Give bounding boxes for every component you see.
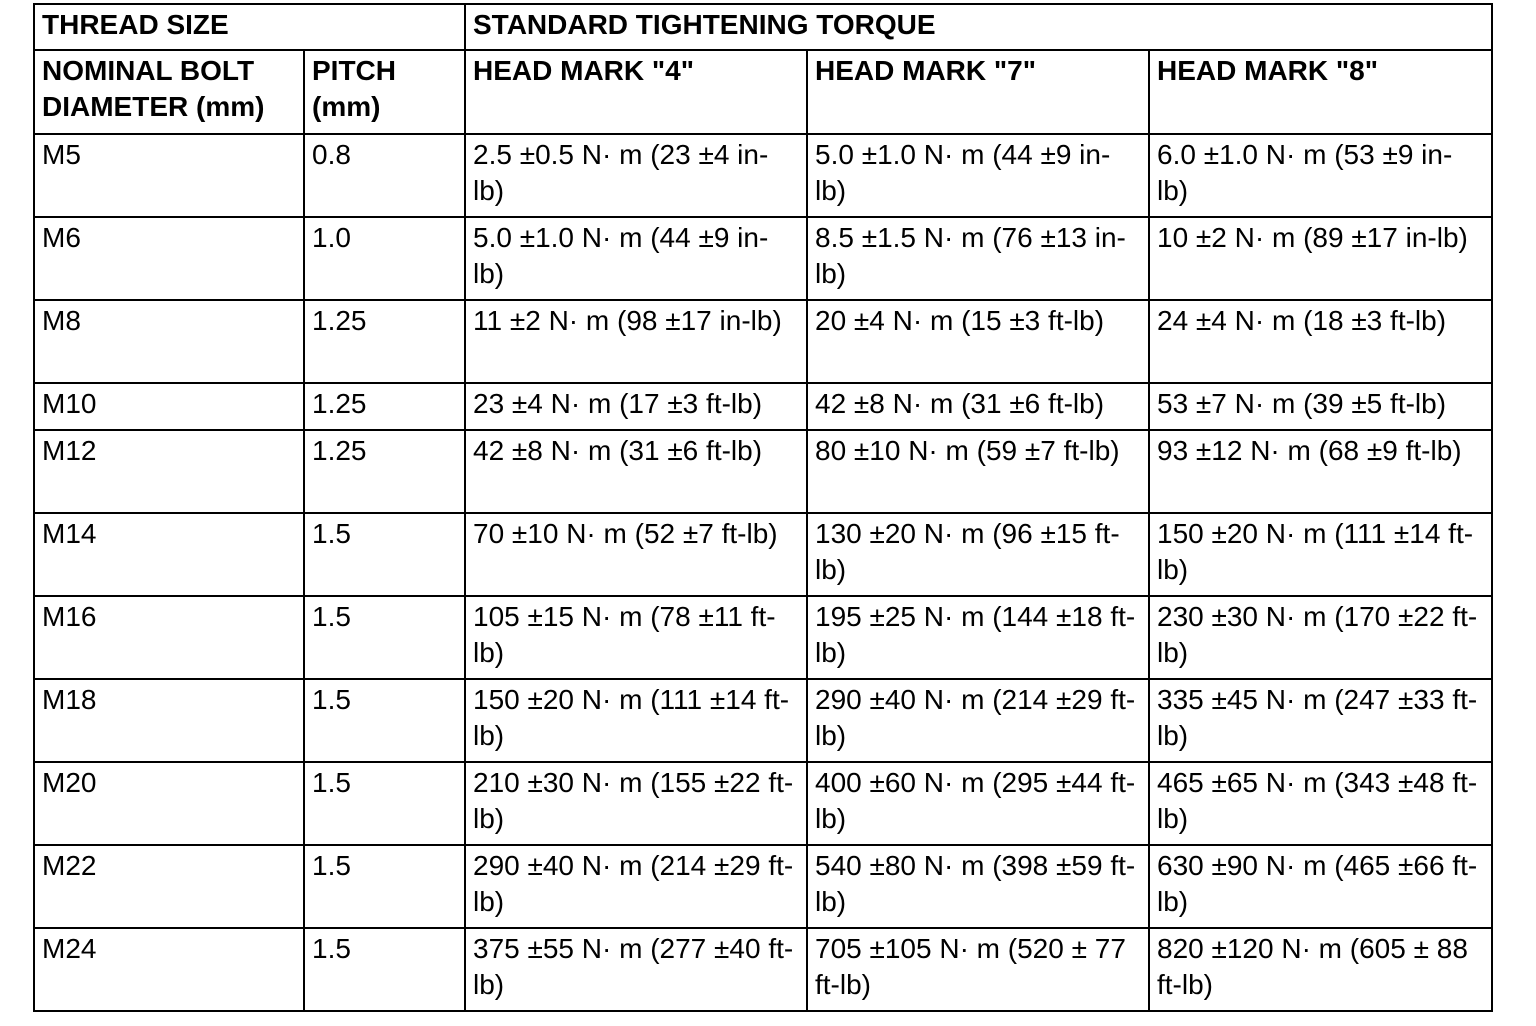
head-mark-7-cell: 5.0 ±1.0 N· m (44 ±9 in-lb) [807,134,1149,217]
head-mark-8-header: HEAD MARK "8" [1149,50,1492,134]
bolt-size-cell: M8 [34,300,304,383]
table-row [34,513,1492,596]
head-mark-4-cell: 105 ±15 N· m (78 ±11 ft-lb) [465,596,807,679]
head-mark-7-cell: 540 ±80 N· m (398 ±59 ft-lb) [807,845,1149,928]
pitch-cell: 1.5 [304,845,465,928]
pitch-cell: 1.0 [304,217,465,300]
table-body [34,134,1492,1011]
head-mark-7-cell: 42 ±8 N· m (31 ±6 ft-lb) [807,383,1149,430]
standard-torque-header: STANDARD TIGHTENING TORQUE [465,4,1492,50]
head-mark-7-cell: 705 ±105 N· m (520 ± 77 ft-lb) [807,928,1149,1011]
pitch-cell: 1.5 [304,596,465,679]
head-mark-7-cell: 20 ±4 N· m (15 ±3 ft-lb) [807,300,1149,383]
head-mark-4-cell: 375 ±55 N· m (277 ±40 ft-lb) [465,928,807,1011]
bolt-size-cell: M6 [34,217,304,300]
table-row [34,430,1492,513]
bolt-size-cell: M16 [34,596,304,679]
table-row [34,596,1492,679]
head-mark-4-cell: 23 ±4 N· m (17 ±3 ft-lb) [465,383,807,430]
pitch-cell: 1.25 [304,430,465,513]
torque-table [33,3,1493,1012]
head-mark-7-cell: 130 ±20 N· m (96 ±15 ft-lb) [807,513,1149,596]
table-header [34,4,1492,134]
head-mark-8-cell: 465 ±65 N· m (343 ±48 ft-lb) [1149,762,1492,845]
bolt-size-cell: M14 [34,513,304,596]
head-mark-4-cell: 70 ±10 N· m (52 ±7 ft-lb) [465,513,807,596]
pitch-cell: 1.5 [304,513,465,596]
head-mark-4-cell: 2.5 ±0.5 N· m (23 ±4 in-lb) [465,134,807,217]
head-mark-8-cell: 150 ±20 N· m (111 ±14 ft-lb) [1149,513,1492,596]
pitch-cell: 1.5 [304,928,465,1011]
head-mark-4-cell: 5.0 ±1.0 N· m (44 ±9 in-lb) [465,217,807,300]
pitch-cell: 0.8 [304,134,465,217]
head-mark-4-cell: 290 ±40 N· m (214 ±29 ft-lb) [465,845,807,928]
head-mark-7-cell: 8.5 ±1.5 N· m (76 ±13 in-lb) [807,217,1149,300]
head-mark-4-header: HEAD MARK "4" [465,50,807,134]
head-mark-4-cell: 11 ±2 N· m (98 ±17 in-lb) [465,300,807,383]
pitch-cell: 1.5 [304,762,465,845]
head-mark-7-cell: 290 ±40 N· m (214 ±29 ft-lb) [807,679,1149,762]
head-mark-4-cell: 42 ±8 N· m (31 ±6 ft-lb) [465,430,807,513]
thread-size-header: THREAD SIZE [34,4,465,50]
head-mark-8-cell: 93 ±12 N· m (68 ±9 ft-lb) [1149,430,1492,513]
bolt-size-cell: M24 [34,928,304,1011]
table-row [34,928,1492,1011]
table-row [34,134,1492,217]
table-row [34,762,1492,845]
head-mark-7-cell: 80 ±10 N· m (59 ±7 ft-lb) [807,430,1149,513]
table-row [34,679,1492,762]
head-mark-4-cell: 150 ±20 N· m (111 ±14 ft-lb) [465,679,807,762]
bolt-size-cell: M5 [34,134,304,217]
head-mark-8-cell: 230 ±30 N· m (170 ±22 ft-lb) [1149,596,1492,679]
table-row [34,300,1492,383]
bolt-size-cell: M18 [34,679,304,762]
pitch-cell: 1.5 [304,679,465,762]
table-row [34,383,1492,430]
pitch-cell: 1.25 [304,300,465,383]
pitch-cell: 1.25 [304,383,465,430]
head-mark-8-cell: 335 ±45 N· m (247 ±33 ft-lb) [1149,679,1492,762]
head-mark-8-cell: 6.0 ±1.0 N· m (53 ±9 in-lb) [1149,134,1492,217]
nominal-diameter-header: NOMINAL BOLT DIAMETER (mm) [34,50,304,134]
bolt-size-cell: M12 [34,430,304,513]
head-mark-4-cell: 210 ±30 N· m (155 ±22 ft-lb) [465,762,807,845]
bolt-size-cell: M22 [34,845,304,928]
head-mark-8-cell: 10 ±2 N· m (89 ±17 in-lb) [1149,217,1492,300]
head-mark-8-cell: 630 ±90 N· m (465 ±66 ft-lb) [1149,845,1492,928]
table-row [34,217,1492,300]
head-mark-7-header: HEAD MARK "7" [807,50,1149,134]
head-mark-7-cell: 400 ±60 N· m (295 ±44 ft-lb) [807,762,1149,845]
head-mark-7-cell: 195 ±25 N· m (144 ±18 ft-lb) [807,596,1149,679]
header-columns-row [34,50,1492,134]
head-mark-8-cell: 24 ±4 N· m (18 ±3 ft-lb) [1149,300,1492,383]
header-group-row [34,4,1492,50]
bolt-size-cell: M10 [34,383,304,430]
table-row [34,845,1492,928]
head-mark-8-cell: 53 ±7 N· m (39 ±5 ft-lb) [1149,383,1492,430]
head-mark-8-cell: 820 ±120 N· m (605 ± 88 ft-lb) [1149,928,1492,1011]
pitch-header: PITCH (mm) [304,50,465,134]
bolt-size-cell: M20 [34,762,304,845]
